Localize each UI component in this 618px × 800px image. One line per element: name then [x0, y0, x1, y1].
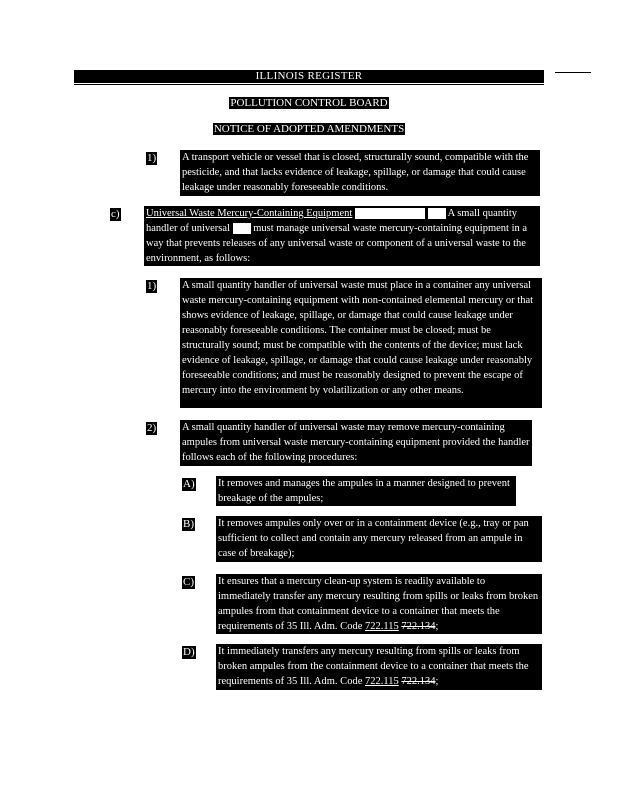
register-title: ILLINOIS REGISTER — [74, 70, 544, 83]
code-reference-old: 722.134 — [401, 676, 436, 687]
subitem-marker: B) — [183, 518, 194, 530]
header-rule-right — [555, 72, 591, 73]
redaction — [428, 208, 446, 219]
board-title: POLLUTION CONTROL BOARD — [230, 97, 388, 109]
paragraph-subitem-c: It ensures that a mercury clean-up system is readily available to immediately transfer any mercury resulting from spills or leaks from broken ampules from that containment device to a container that meets the requirements of 35 Ill. Adm. Code 722.115 722.134; — [216, 574, 542, 634]
subitem-marker: A) — [183, 478, 195, 490]
redaction — [233, 223, 251, 234]
paragraph-c2: A small quantity handler of universal waste may remove mercury-containing ampules from universal waste mercury-containing equipment provided the handler follows each of the following procedures: — [180, 420, 532, 466]
redaction — [355, 208, 425, 219]
item-marker: 1) — [147, 152, 157, 164]
code-reference-new: 722.115 — [364, 676, 399, 687]
paragraph-c1: A small quantity handler of universal waste must place in a container any universal waste mercury-containing equipment with non-contained elemental mercury or that shows evidence of leakage, spillage, or damage that could cause leakage under reasonably foreseeable conditions. The container must be closed; must be structurally sound; must be compatible with the contents of the device; must lack evidence of leakage, spillage, or damage that could cause leakage under reasonably foreseeable conditions; and must be reasonably designed to prevent the escape of mercury into the environment by volatilization or any other means. — [180, 278, 542, 408]
paragraph-subitem-a: It removes and manages the ampules in a manner designed to prevent breakage of the ampules; — [216, 476, 516, 506]
subitem-marker: C) — [183, 576, 194, 588]
item-marker: 1) — [147, 280, 157, 292]
paragraph-item-1: A transport vehicle or vessel that is closed, structurally sound, compatible with the pesticide, and that lacks evidence of leakage, spillage, or damage that could cause leakage under reasonably foreseeable conditions. — [180, 150, 540, 196]
section-marker: c) — [111, 208, 120, 220]
subitem-marker: D) — [183, 646, 195, 658]
code-reference-new: 722.115 — [364, 621, 399, 632]
paragraph-subitem-b: It removes ampules only over or in a containment device (e.g., tray or pan sufficient to collect and contain any mercury released from an ampule in case of breakage); — [216, 516, 542, 562]
section-heading: Universal Waste Mercury-Containing Equipment — [146, 208, 353, 219]
notice-title: NOTICE OF ADOPTED AMENDMENTS — [213, 123, 405, 135]
item-marker: 2) — [147, 422, 157, 434]
paragraph-section-c: Universal Waste Mercury-Containing Equipment A small quantity handler of universal must manage universal waste mercury-containing equipment in a way that prevents releases of any universal waste or component of a universal waste to the environment, as follows: — [144, 206, 540, 266]
header-rule — [74, 84, 544, 85]
code-reference-old: 722.134 — [401, 621, 436, 632]
paragraph-subitem-d: It immediately transfers any mercury resulting from spills or leaks from broken ampules from the containment device to a container that meets the requirements of 35 Ill. Adm. Code 722.115 722.134; — [216, 644, 542, 690]
